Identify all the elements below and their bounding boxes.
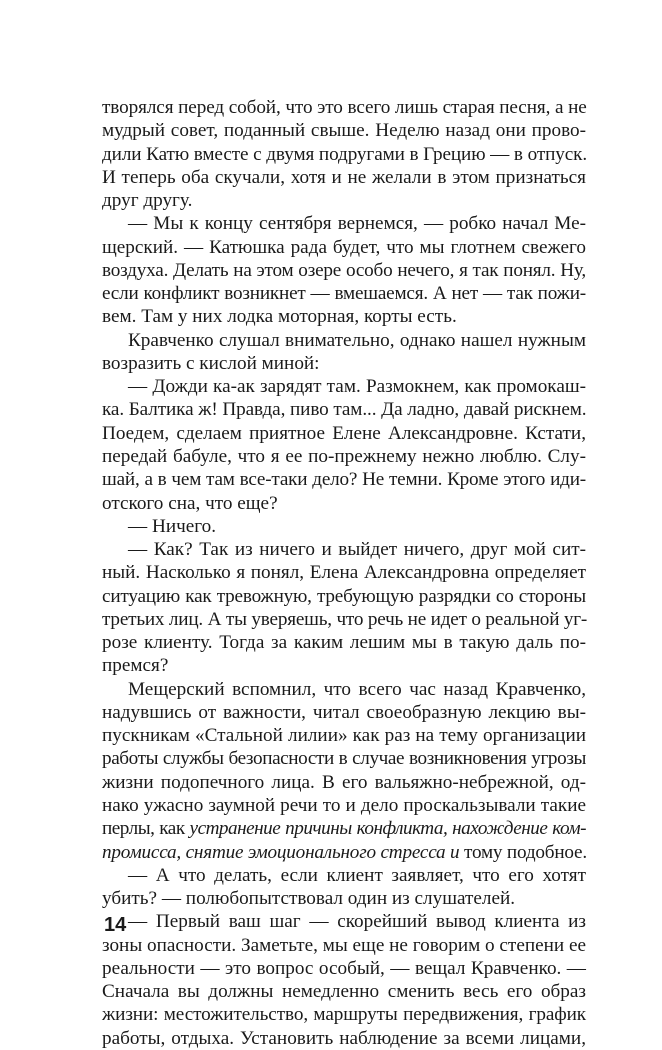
text-segment: Сначала вы должны немедленно сменить весь его образ [102,981,586,1003]
text-segment: — Как? Так из ничего и выйдет ничего, друг мой сит- [128,539,586,561]
text-segment: — Ничего. [128,515,217,537]
text-line [102,1003,586,1026]
text-segment: воздуха. Делать на этом озере особо нечего, я так понял. Ну, [102,259,586,281]
text-line [102,608,586,631]
text-segment: работы, отдыха. Установить наблюдение за всеми лицами, [102,1027,586,1049]
text-line [102,189,586,212]
text-segment: реальности — это вопрос особый, — вещал Кравченко. — [102,957,586,979]
text-line [102,236,586,259]
text-segment: ситуацию как тревожную, требующую разрядки со стороны [102,585,586,607]
text-line [102,794,586,817]
text-line [102,654,586,677]
text-segment: пускникам «Стальной лилии» как раз на тему организации [102,725,586,747]
text-segment: — Дожди ка-ак зарядят там. Размокнем, как промокаш- [128,376,586,398]
italic-text: устранение причины конфликта, нахождение ком- [189,818,586,840]
text-line [102,817,586,840]
text-segment: друг другу. [102,190,193,212]
text-line [102,887,586,910]
body-text [102,96,586,1050]
text-segment: — Первый ваш шаг — скорейший вывод клиента из [128,911,586,933]
text-line [102,864,586,887]
text-line [102,585,586,608]
text-line [102,631,586,654]
text-segment: перлы, как [102,818,190,840]
text-line [102,445,586,468]
text-line [102,166,586,189]
text-segment: вем. Там у них лодка моторная, корты есть. [102,306,457,328]
text-segment: шай, а в чем там все-таки дело? Не темни. Кроме этого иди- [102,469,586,491]
text-line [102,468,586,491]
text-line [102,678,586,701]
text-segment: И теперь оба скучали, хотя и не желали в этом признаться [102,166,586,188]
text-line [102,119,586,142]
text-segment: жизни: местожительство, маршруты передвижения, график [102,1004,586,1026]
text-segment: творялся перед собой, что это всего лишь старая песня, а не [102,97,587,118]
text-line [102,143,586,166]
text-line [102,910,586,933]
text-segment: Поедем, сделаем приятное Елене Александровне. Кстати, [102,422,586,444]
italic-text: промисса, снятие эмоционального стресса и [102,841,460,863]
text-line [102,538,586,561]
text-segment: — Мы к концу сентября вернемся, — робко начал Ме- [128,213,586,235]
text-line [102,561,586,584]
text-segment: мудрый совет, поданный свыше. Неделю назад они прово- [102,120,586,142]
text-segment: надувшись от важности, читал своеобразную лекцию вы- [102,701,586,723]
text-line [102,747,586,770]
text-segment: возразить с кислой миной: [102,352,320,374]
text-segment: тому подобное. [459,841,587,863]
text-line [102,259,586,282]
text-line [102,724,586,747]
page-number: 14 [104,914,127,936]
text-segment: передай бабуле, что я ее по-прежнему нежно люблю. Слу- [102,445,586,467]
text-segment: Кравченко слушал внимательно, однако нашел нужным [128,329,586,351]
text-segment: если конфликт возникнет — вмешаемся. А нет — так пожи- [102,283,586,305]
text-line [102,329,586,352]
text-segment: Мещерский вспомнил, что всего час назад Кравченко, [128,678,586,700]
text-segment: ный. Насколько я понял, Елена Александровна определяет [102,562,586,584]
text-segment: розе клиенту. Тогда за каким лешим мы в такую даль по- [102,632,586,654]
text-line [102,515,586,538]
text-line [102,934,586,957]
text-line [102,957,586,980]
text-segment: отского сна, что еще? [102,492,278,514]
text-line [102,96,586,119]
text-line [102,980,586,1003]
text-segment: ка. Балтика ж! Правда, пиво там... Да ладно, давай рискнем. [102,399,587,421]
text-segment: щерский. — Катюшка рада будет, что мы глотнем свежего [102,236,586,258]
text-line [102,701,586,724]
text-segment: третьих лиц. А ты уверяешь, что речь не идет о реальной уг- [102,608,588,630]
text-line [102,398,586,421]
text-line [102,282,586,305]
text-line [102,771,586,794]
text-segment: дили Катю вместе с двумя подругами в Грецию — в отпуск. [102,143,588,165]
text-line [102,492,586,515]
text-line [102,1027,586,1050]
text-segment: премся? [102,655,169,677]
text-segment: работы службы безопасности в случае возникновения угрозы [102,748,586,770]
text-segment: убить? — полюбопытствовал один из слушателей. [102,888,516,910]
text-line [102,422,586,445]
text-segment: — А что делать, если клиент заявляет, что его хотят [128,864,586,886]
text-line [102,305,586,328]
text-segment: жизни подопечного лица. В его вальяжно-небрежной, од- [102,771,586,793]
text-segment: зоны опасности. Заметьте, мы еще не говорим о степени ее [102,934,586,956]
text-segment: нако ужасно заумной речи то и дело проскальзывали такие [102,794,586,816]
text-line [102,352,586,375]
text-line [102,375,586,398]
text-line [102,212,586,235]
text-line [102,841,586,864]
